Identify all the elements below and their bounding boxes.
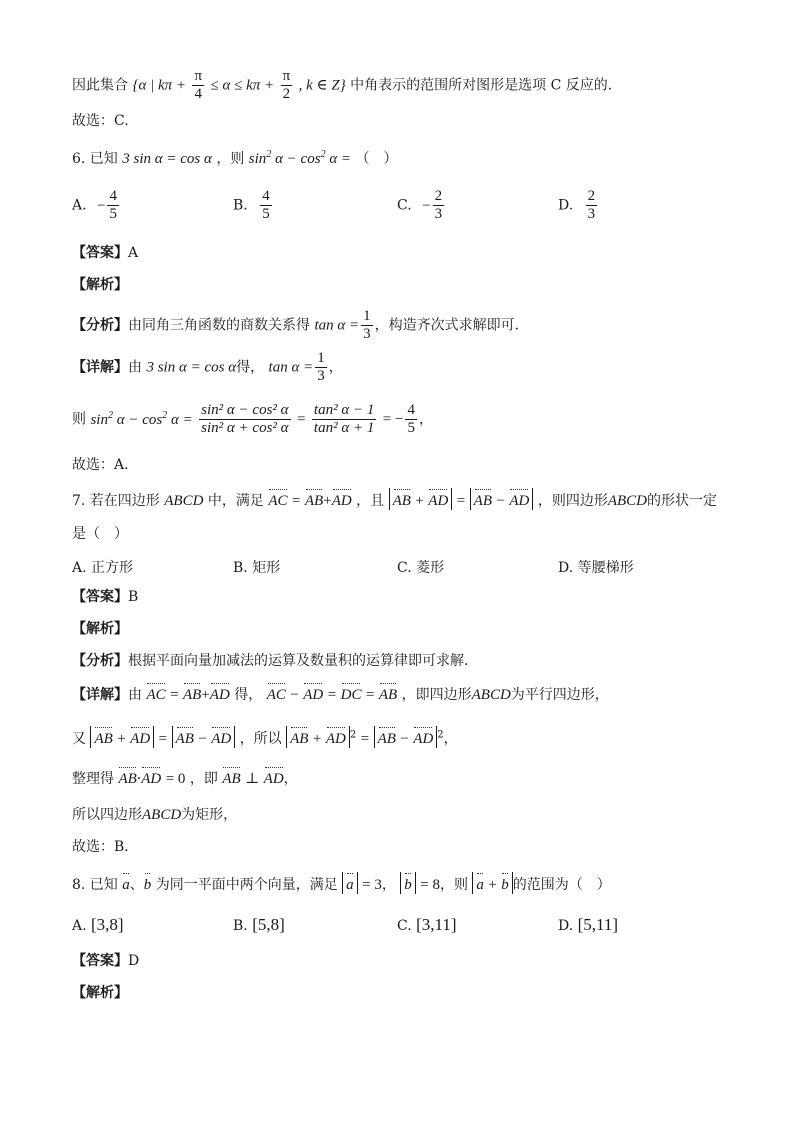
q6-fenxi: 【分析】由同角三角函数的商数关系得 tan α = $\frac{1}{3}$ ，构造齐次式求解即可．	[72, 308, 529, 342]
q7-answer: 【答案】B	[72, 589, 139, 605]
q6-option-c: C. − $\frac{2}{3}$	[397, 188, 443, 222]
fraction-pi-over-4	[192, 68, 204, 103]
q7-option-d: D. 等腰梯形	[558, 560, 634, 576]
q6-option-b: B. $\frac{4}{5}$	[233, 188, 270, 222]
question-6	[72, 146, 398, 168]
q6-xiangjie: 【详解】由 3 sin α = cos α得， tan α = $\frac{1}{3}$ ，	[72, 350, 343, 384]
q6-analysis-label: 【解析】	[72, 277, 128, 293]
fraction-pi-over-2	[281, 68, 293, 103]
q8-option-c: C. [3,11]	[397, 915, 457, 934]
q6-derivation: 则 $\sin^2 \alpha - \cos^2 \alpha$ = $\frac{\text{sin² α − cos² α}}{\text{sin² α + cos² α}}$ = $\frac{\text{tan² α − 1}}{\text{tan² α + 1}}$ = − $\frac{4}{5}$ ，	[72, 402, 433, 436]
q6-mid: ，则	[216, 151, 245, 167]
q6-bracket: （ ）	[355, 151, 398, 167]
q7-select: 故选：B．	[72, 839, 139, 855]
q6-condition: 3 sin α = cos α	[122, 151, 212, 167]
q7-so: 所以四边形ABCD为矩形，	[72, 807, 238, 823]
q8-option-b: B. [5,8]	[233, 915, 285, 934]
set-mid: ≤ α ≤ kπ +	[210, 77, 275, 94]
q7-fenxi: 【分析】根据平面向量加减法的运算及数量积的运算律即可求解．	[72, 653, 478, 669]
set-sentence	[72, 68, 612, 103]
set-close: , k ∈ Z}	[298, 77, 346, 94]
frac-den: 4	[194, 86, 202, 102]
q6-answer	[72, 244, 138, 262]
q7-again: 又 AB + AD = AB − AD ，所以 AB + AD $^2$ = AB − AD $^2$，	[72, 726, 458, 748]
q6-option-d: D. $\frac{2}{3}$	[558, 188, 596, 222]
q7-analysis-label: 【解析】	[72, 621, 128, 637]
question-8: 8. 已知 a、b 为同一平面中两个向量，满足 a = 3， b = 8，则 a + b 的范围为（ ）	[72, 872, 611, 894]
frac-den: 2	[282, 86, 291, 102]
q7-xiangjie: 【详解】由 AC = AB+AD 得， AC − AD = DC = AB ，即四边形ABCD为平行四边形，	[72, 687, 609, 703]
answer-value: A	[128, 245, 139, 261]
set-open: {α | kπ +	[132, 77, 186, 94]
q7-option-a: A. 正方形	[72, 560, 134, 576]
q6-option-a: A. − $\frac{4}{5}$	[72, 188, 117, 222]
q7-option-c: C. 菱形	[397, 560, 445, 576]
q8-answer: 【答案】D	[72, 953, 140, 969]
q6-expression: $\sin^2 \alpha - \cos^2 \alpha$ =	[248, 149, 352, 167]
q8-option-a: A. [3,8]	[72, 915, 124, 934]
q7-tidy: 整理得 AB·AD = 0 ，即 AB ⊥ AD，	[72, 771, 298, 787]
q8-analysis-label: 【解析】	[72, 985, 128, 1001]
q7-option-b: B. 矩形	[233, 560, 281, 576]
question-7-line2: 是（ ）	[72, 526, 128, 542]
text-suffix: 中角表示的范围所对图形是选项 C 反应的.	[350, 77, 613, 94]
answer-label: 【答案】	[72, 245, 128, 261]
text-prefix: 因此集合	[72, 77, 128, 94]
q8-option-d: D. [5,11]	[558, 915, 619, 934]
q6-select: 故选：A．	[72, 457, 139, 473]
question-7: 7. 若在四边形 ABCD 中，满足 AC = AB+AD ，且 AB + AD = AB − AD ，则四边形ABCD的形状一定	[72, 488, 717, 510]
frac-num: π	[194, 68, 203, 84]
frac-num: π	[282, 68, 291, 84]
q6-prefix: 6. 已知	[72, 151, 118, 167]
select-c-line: 故选：C.	[72, 113, 129, 129]
